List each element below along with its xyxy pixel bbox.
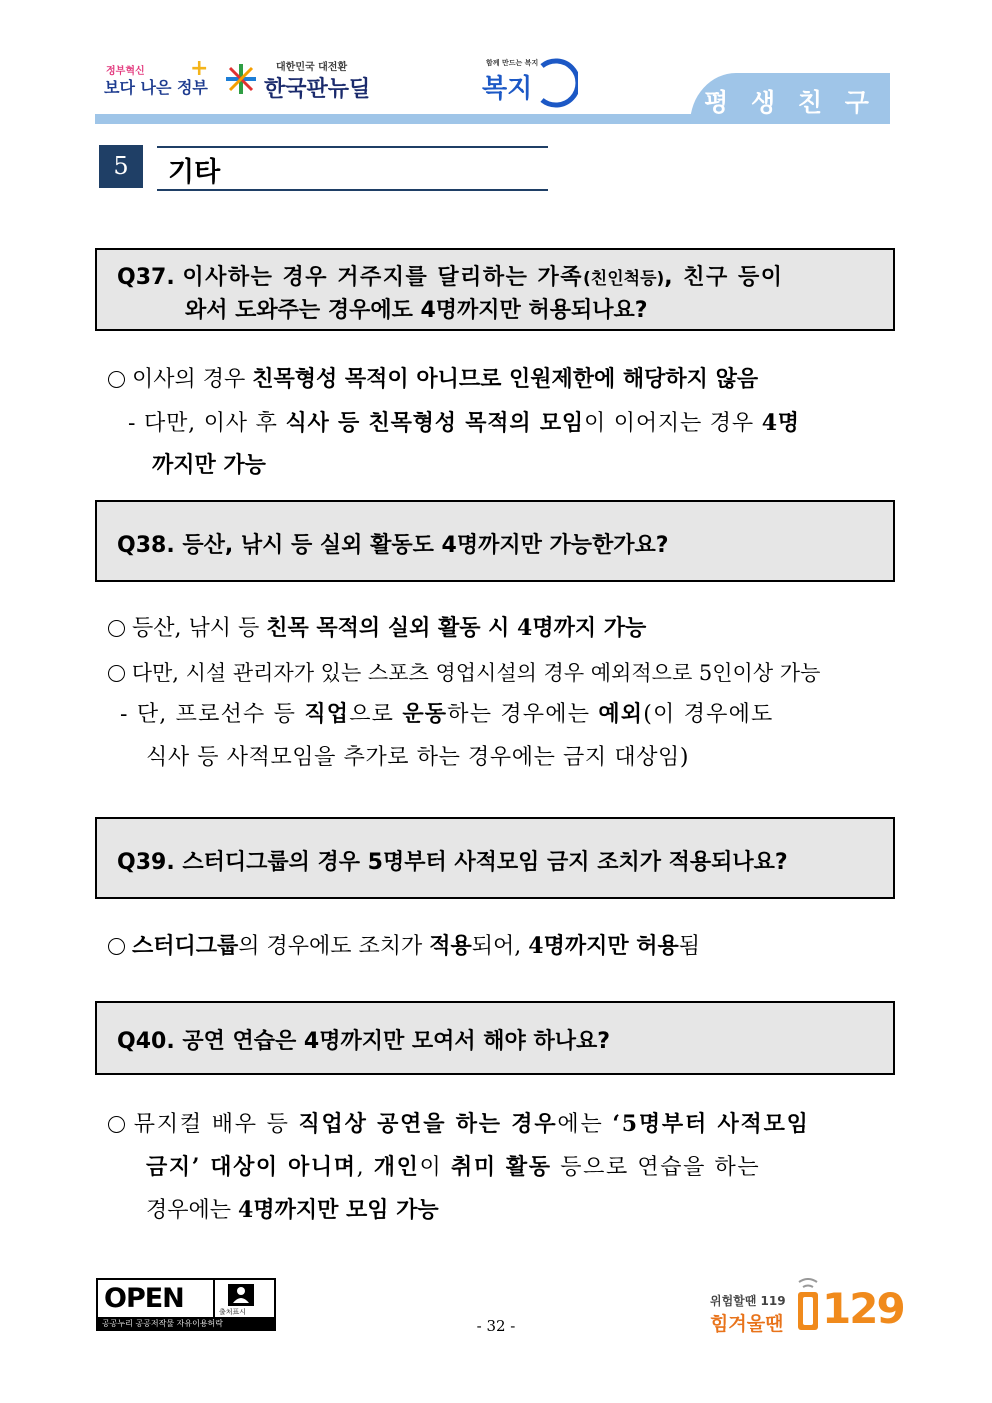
q37-answer-3: 까지만 가능 (152, 452, 266, 478)
q38-answer-1 (108, 611, 646, 642)
q37-answer-1-bold: 친목형성 목적이 아니므로 인원제한에 해당하지 않음 (252, 366, 759, 392)
q37-answer-2-text: 다만, 이사 후 (144, 411, 286, 436)
open-license-caption: 공공누리 공공저작물 자유이용허락 (98, 1317, 274, 1331)
q40-answer-2-mid-2: 이 (419, 1155, 451, 1180)
q37-line-1 (117, 260, 783, 291)
dash-marker: - (120, 702, 137, 727)
hotline-logo (708, 1276, 904, 1336)
q38-answer-3-mid-1: 으로 (349, 702, 403, 727)
q38-answer-3-mid-2: 하는 경우에는 (447, 702, 599, 727)
plus-icon: + (190, 56, 209, 81)
phone-icon (795, 1278, 821, 1332)
q37-answer-2-bold-2: 4명 (761, 410, 800, 436)
new-deal-title: 한국판뉴딜 (264, 77, 371, 102)
q38-answer-3-bold-1: 직업 (304, 701, 350, 727)
q38-answer-2-text: 다만, 시설 관리자가 있는 스포츠 영업시설의 경우 예외적으로 5인이상 가능 (131, 661, 821, 685)
q37-line-2: 와서 도와주는 경우에도 4명까지만 허용되나요? (185, 298, 648, 323)
q40-answer-3 (146, 1193, 439, 1224)
section-number: 5 (99, 145, 143, 188)
bullet-circle-icon (108, 665, 125, 682)
hotline-bottom-text: 힘겨울땐 (710, 1313, 784, 1335)
person-attribution-icon (228, 1284, 254, 1306)
header-tab (690, 73, 890, 124)
q40-answer-3-text: 경우에는 (146, 1198, 239, 1223)
q38-answer-3 (120, 697, 774, 728)
q39-answer-1-post: 됨 (678, 934, 701, 959)
question-box-q37 (95, 248, 895, 331)
bullet-circle-icon (108, 1116, 125, 1133)
page-number: - 32 - (476, 1317, 516, 1335)
q38-answer-3-bold-3: 예외 (598, 701, 644, 727)
q40-answer-1 (108, 1107, 810, 1138)
question-box-q39 (95, 817, 895, 899)
question-box-q38 (95, 500, 895, 582)
header-tab-label: 평 생 친 구 (704, 88, 876, 117)
q39-answer-1-mid-1: 의 경우에도 조치가 (238, 934, 430, 959)
section-title: 기타 (168, 157, 221, 188)
q37-answer-1 (108, 362, 758, 393)
q40-answer-2-post: 등으로 연습을 하는 (551, 1155, 761, 1180)
q40-answer-3-bold: 4명까지만 모임 가능 (238, 1197, 439, 1223)
q37-answer-2-bold: 식사 등 친목형성 목적의 모임 (285, 410, 584, 436)
dash-marker: - (128, 411, 145, 436)
q39-answer-1-bold-1: 스터디그룹 (132, 933, 239, 959)
q40-answer-1-bold-1: 직업상 공연을 하는 경우 (298, 1111, 558, 1137)
q38-answer-4: 식사 등 사적모임을 추가로 하는 경우에는 금지 대상임) (146, 745, 690, 770)
q40-answer-2-mid-1: , (356, 1155, 374, 1180)
gov-innovation-logo (104, 56, 214, 112)
hotline-top-text: 위험할땐 119 (710, 1294, 786, 1308)
header-logos (100, 52, 600, 112)
q38-answer-1-bold: 친목 목적의 실외 활동 시 4명까지 가능 (266, 615, 647, 641)
q39-answer-1-bold-2: 적용 (429, 933, 472, 959)
license-divider (213, 1280, 215, 1318)
q40-answer-2 (146, 1150, 760, 1181)
new-deal-caption: 대한민국 대전환 (276, 62, 348, 73)
attribution-label: 출처표시 (219, 1308, 247, 1316)
q40-answer-1-text: 뮤지컬 배우 등 (133, 1112, 299, 1137)
open-label: OPEN (104, 1283, 184, 1314)
q38-answer-3-post: (이 경우에도 (643, 702, 774, 727)
q40-question: Q40. 공연 연습은 4명까지만 모여서 해야 하나요? (117, 1029, 610, 1054)
q38-answer-3-text: 단, 프로선수 등 (136, 702, 305, 727)
q37-answer-2-mid: 이 이어지는 경우 (583, 411, 762, 436)
question-box-q40 (95, 1001, 895, 1075)
gov-innovation-caption: 정부혁신 (106, 66, 145, 77)
welfare-caption: 함께 만드는 복지 (486, 59, 539, 67)
welfare-title: 복지 (482, 74, 533, 104)
bullet-circle-icon (108, 938, 125, 955)
q40-answer-2-bold-2: 개인 (373, 1154, 420, 1180)
welfare-logo (482, 56, 582, 112)
q37-number: Q37. (117, 265, 175, 290)
welfare-arc-icon (532, 58, 578, 108)
new-deal-icon (224, 62, 258, 96)
q38-answer-2 (108, 657, 820, 687)
hotline-number: 129 (822, 1284, 904, 1333)
q38-question: Q38. 등산, 낚시 등 실외 활동도 4명까지만 가능한가요? (117, 533, 669, 558)
q37-text-b: , 친구 등이 (664, 265, 784, 290)
gov-innovation-title: 보다 나은 정부 (104, 78, 208, 97)
q39-question: Q39. 스터디그룹의 경우 5명부터 사적모임 금지 조치가 적용되나요? (117, 850, 788, 875)
q37-answer-2 (128, 406, 800, 437)
new-deal-logo (224, 58, 374, 108)
q40-answer-2-bold-1: 금지’ 대상이 아니며 (146, 1154, 357, 1180)
q37-text-small: (친인척등) (583, 269, 665, 289)
bullet-circle-icon (108, 371, 125, 388)
q39-answer-1 (108, 929, 700, 960)
q40-answer-1-bold-2: ‘5명부터 사적모임 (612, 1111, 810, 1137)
q39-answer-1-mid-2: 되어, (471, 934, 529, 959)
q38-answer-3-bold-2: 운동 (402, 701, 448, 727)
q37-text-a: 이사하는 경우 거주지를 달리하는 가족 (182, 265, 584, 290)
q40-answer-2-bold-3: 취미 활동 (450, 1154, 552, 1180)
q39-answer-1-bold-3: 4명까지만 허용 (528, 933, 679, 959)
q38-answer-1-text: 등산, 낚시 등 (132, 616, 267, 641)
bullet-circle-icon (108, 620, 125, 637)
q37-answer-1-text: 이사의 경우 (132, 367, 253, 392)
q40-answer-1-mid: 에는 (557, 1112, 613, 1137)
